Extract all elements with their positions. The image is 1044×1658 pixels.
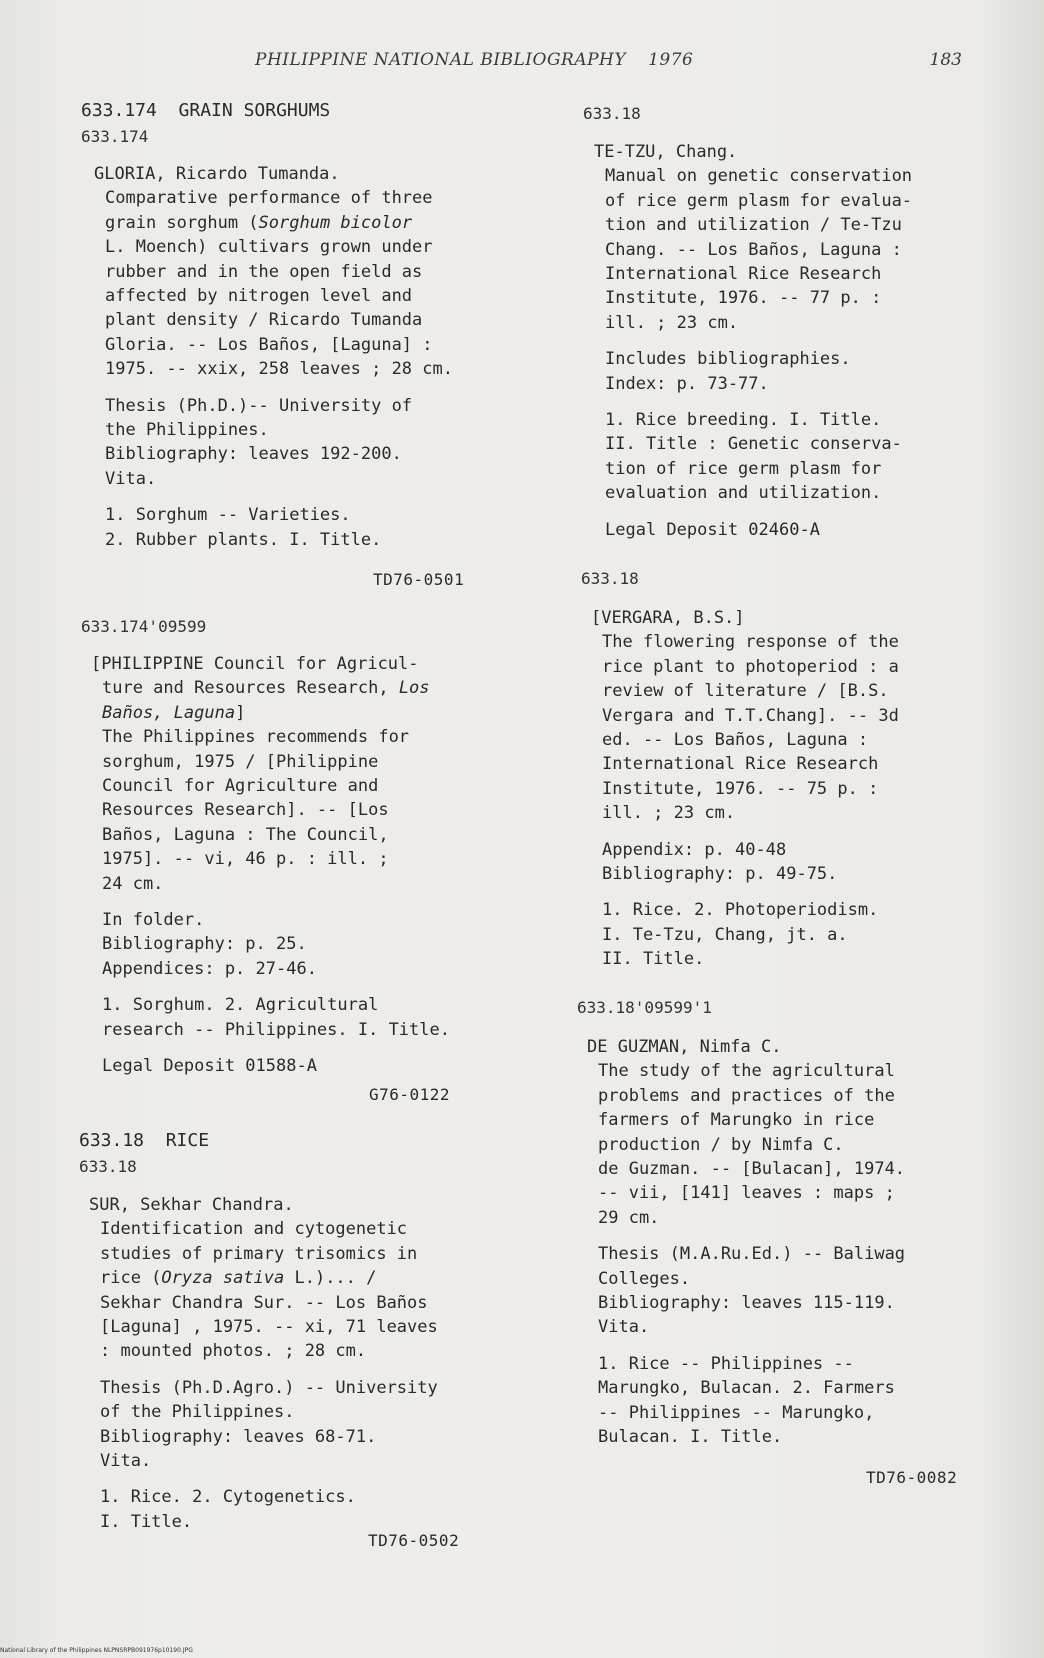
entry-subjects: 2. Rubber plants. I. Title. bbox=[105, 529, 382, 550]
entry-line: sorghum, 1975 / [Philippine bbox=[102, 751, 379, 772]
classification-number: 633.174'09599 bbox=[81, 617, 207, 636]
section-heading-label: GRAIN SORGHUMS bbox=[178, 100, 331, 121]
entry-line: 24 cm. bbox=[102, 873, 164, 894]
entry-note: Bibliography: leaves 115-119. bbox=[598, 1293, 895, 1314]
entry-line: International Rice Research bbox=[602, 754, 879, 775]
catalog-entry-gloria bbox=[94, 162, 453, 552]
entry-note: Bibliography: p. 25. bbox=[102, 934, 307, 955]
entry-subjects: II. Title : Genetic conserva- bbox=[605, 434, 902, 455]
entry-note: Vita. bbox=[598, 1317, 650, 1338]
entry-note: Appendix: p. 40-48 bbox=[602, 839, 787, 860]
classification-number: 633.174 bbox=[81, 127, 149, 146]
entry-line: ill. ; 23 cm. bbox=[602, 803, 736, 824]
entry-line: of rice germ plasm for evalua- bbox=[605, 190, 913, 211]
entry-note: Includes bibliographies. bbox=[605, 349, 851, 370]
legal-deposit: Legal Deposit 01588-A bbox=[102, 1056, 317, 1077]
entry-author: GLORIA, Ricardo Tumanda. bbox=[94, 164, 340, 184]
control-number: TD76-0502 bbox=[368, 1531, 460, 1550]
section-heading-number: 633.174 bbox=[81, 100, 157, 121]
entry-subjects: 1. Rice -- Philippines -- bbox=[598, 1353, 854, 1374]
entry-line: ture and Resources Research, Los bbox=[102, 678, 430, 699]
entry-line: : mounted photos. ; 28 cm. bbox=[100, 1341, 367, 1362]
entry-line: Baños, Laguna : The Council, bbox=[102, 824, 389, 845]
entry-subjects: Bulacan. I. Title. bbox=[598, 1427, 783, 1448]
entry-author: [PHILIPPINE Council for Agricul- bbox=[91, 654, 419, 674]
entry-line: 29 cm. bbox=[598, 1207, 660, 1228]
control-number: G76-0122 bbox=[369, 1085, 451, 1104]
entry-subjects: 1. Sorghum. 2. Agricultural bbox=[102, 995, 379, 1016]
page-number: 183 bbox=[929, 50, 962, 70]
classification-number: 633.18 bbox=[583, 104, 641, 123]
entry-line: Baños, Laguna] bbox=[102, 702, 246, 723]
entry-author: TE-TZU, Chang. bbox=[594, 142, 738, 162]
entry-line: Manual on genetic conservation bbox=[605, 166, 913, 187]
entry-line: Institute, 1976. -- 77 p. : bbox=[605, 288, 882, 309]
classification-number: 633.18 bbox=[79, 1157, 137, 1176]
entry-subjects: 1. Rice. 2. Photoperiodism. bbox=[602, 900, 879, 921]
entry-line: Identification and cytogenetic bbox=[100, 1219, 408, 1240]
entry-note: Bibliography: leaves 192-200. bbox=[105, 444, 402, 465]
entry-note: Bibliography: leaves 68-71. bbox=[100, 1426, 377, 1447]
entry-line: rubber and in the open field as bbox=[105, 261, 423, 282]
entry-line: Sekhar Chandra Sur. -- Los Baños bbox=[100, 1292, 428, 1313]
entry-line: rice (Oryza sativa L.)... / bbox=[100, 1268, 377, 1289]
legal-deposit: Legal Deposit 02460-A bbox=[605, 519, 820, 540]
entry-note: Thesis (Ph.D.)-- University of bbox=[105, 395, 413, 416]
entry-subjects: 1. Rice. 2. Cytogenetics. bbox=[100, 1487, 356, 1508]
entry-line: ill. ; 23 cm. bbox=[605, 312, 739, 333]
entry-note: Vita. bbox=[105, 468, 157, 489]
entry-subjects: evaluation and utilization. bbox=[605, 483, 882, 504]
entry-note: Index: p. 73-77. bbox=[605, 373, 769, 394]
entry-line: ed. -- Los Baños, Laguna : bbox=[602, 730, 869, 751]
entry-line: grain sorghum (Sorghum bicolor bbox=[105, 212, 413, 233]
catalog-entry-vergara bbox=[591, 606, 899, 972]
entry-subjects: Marungko, Bulacan. 2. Farmers bbox=[598, 1378, 895, 1399]
entry-line: Resources Research]. -- [Los bbox=[102, 800, 389, 821]
entry-line: -- vii, [141] leaves : maps ; bbox=[598, 1183, 895, 1204]
catalog-entry-pcarr bbox=[91, 652, 450, 1079]
entry-note: Thesis (Ph.D.Agro.) -- University bbox=[100, 1377, 438, 1398]
header-title: PHILIPPINE NATIONAL BIBLIOGRAPHY bbox=[255, 50, 627, 70]
entry-line: Gloria. -- Los Baños, [Laguna] : bbox=[105, 334, 433, 355]
entry-author: DE GUZMAN, Nimfa C. bbox=[587, 1037, 782, 1057]
entry-subjects: I. Te-Tzu, Chang, jt. a. bbox=[602, 924, 848, 945]
entry-line: 1975]. -- vi, 46 p. : ill. ; bbox=[102, 849, 389, 870]
entry-line: Comparative performance of three bbox=[105, 188, 433, 209]
entry-subjects: 1. Rice breeding. I. Title. bbox=[605, 410, 882, 431]
entry-note: of the Philippines. bbox=[100, 1402, 295, 1423]
control-number: TD76-0501 bbox=[373, 570, 465, 589]
control-number: TD76-0082 bbox=[866, 1468, 958, 1487]
entry-note: Vita. bbox=[100, 1451, 152, 1472]
catalog-entry-te-tzu bbox=[594, 140, 912, 542]
entry-line: plant density / Ricardo Tumanda bbox=[105, 310, 423, 331]
entry-subjects: tion of rice germ plasm for bbox=[605, 458, 882, 479]
entry-note: the Philippines. bbox=[105, 420, 269, 441]
entry-line: review of literature / [B.S. bbox=[602, 681, 889, 702]
entry-line: The study of the agricultural bbox=[598, 1061, 895, 1082]
entry-author: [VERGARA, B.S.] bbox=[591, 608, 745, 628]
entry-note: Colleges. bbox=[598, 1268, 691, 1289]
entry-line: studies of primary trisomics in bbox=[100, 1243, 418, 1264]
entry-line: Chang. -- Los Baños, Laguna : bbox=[605, 239, 902, 260]
entry-subjects: research -- Philippines. I. Title. bbox=[102, 1019, 450, 1040]
entry-line: farmers of Marungko in rice bbox=[598, 1110, 875, 1131]
entry-subjects: -- Philippines -- Marungko, bbox=[598, 1402, 875, 1423]
entry-line: production / by Nimfa C. bbox=[598, 1134, 844, 1155]
entry-line: International Rice Research bbox=[605, 264, 882, 285]
section-heading-label: RICE bbox=[165, 1130, 210, 1151]
entry-line: The Philippines recommends for bbox=[102, 727, 410, 748]
catalog-entry-sur bbox=[89, 1193, 438, 1534]
header-year: 1976 bbox=[648, 50, 694, 70]
entry-line: affected by nitrogen level and bbox=[105, 286, 413, 307]
scan-footer: National Library of the Philippines NLPNSRPB091976p10190.JPG bbox=[0, 1647, 193, 1654]
entry-line: The flowering response of the bbox=[602, 632, 899, 653]
entry-line: tion and utilization / Te-Tzu bbox=[605, 215, 902, 236]
running-header bbox=[255, 50, 693, 70]
entry-line: Council for Agriculture and bbox=[102, 776, 379, 797]
entry-line: de Guzman. -- [Bulacan], 1974. bbox=[598, 1159, 906, 1180]
entry-line: [Laguna] , 1975. -- xi, 71 leaves bbox=[100, 1317, 438, 1338]
entry-note: Thesis (M.A.Ru.Ed.) -- Baliwag bbox=[598, 1244, 906, 1265]
entry-subjects: I. Title. bbox=[100, 1511, 193, 1532]
entry-subjects: II. Title. bbox=[602, 949, 705, 970]
entry-line: 1975. -- xxix, 258 leaves ; 28 cm. bbox=[105, 359, 453, 380]
classification-number: 633.18 bbox=[581, 569, 639, 588]
entry-note: Bibliography: p. 49-75. bbox=[602, 864, 838, 885]
entry-line: Institute, 1976. -- 75 p. : bbox=[602, 778, 879, 799]
section-heading-grain-sorghums bbox=[81, 100, 330, 121]
entry-author: SUR, Sekhar Chandra. bbox=[89, 1195, 294, 1215]
entry-line: problems and practices of the bbox=[598, 1085, 895, 1106]
entry-line: Vergara and T.T.Chang]. -- 3d bbox=[602, 705, 899, 726]
entry-note: In folder. bbox=[102, 910, 205, 931]
catalog-entry-de-guzman bbox=[587, 1035, 905, 1450]
entry-line: L. Moench) cultivars grown under bbox=[105, 237, 433, 258]
entry-subjects: 1. Sorghum -- Varieties. bbox=[105, 505, 351, 526]
entry-line: rice plant to photoperiod : a bbox=[602, 656, 899, 677]
classification-number: 633.18'09599'1 bbox=[577, 998, 712, 1017]
entry-note: Appendices: p. 27-46. bbox=[102, 958, 317, 979]
section-heading-rice bbox=[79, 1130, 209, 1151]
section-heading-number: 633.18 bbox=[79, 1130, 145, 1151]
